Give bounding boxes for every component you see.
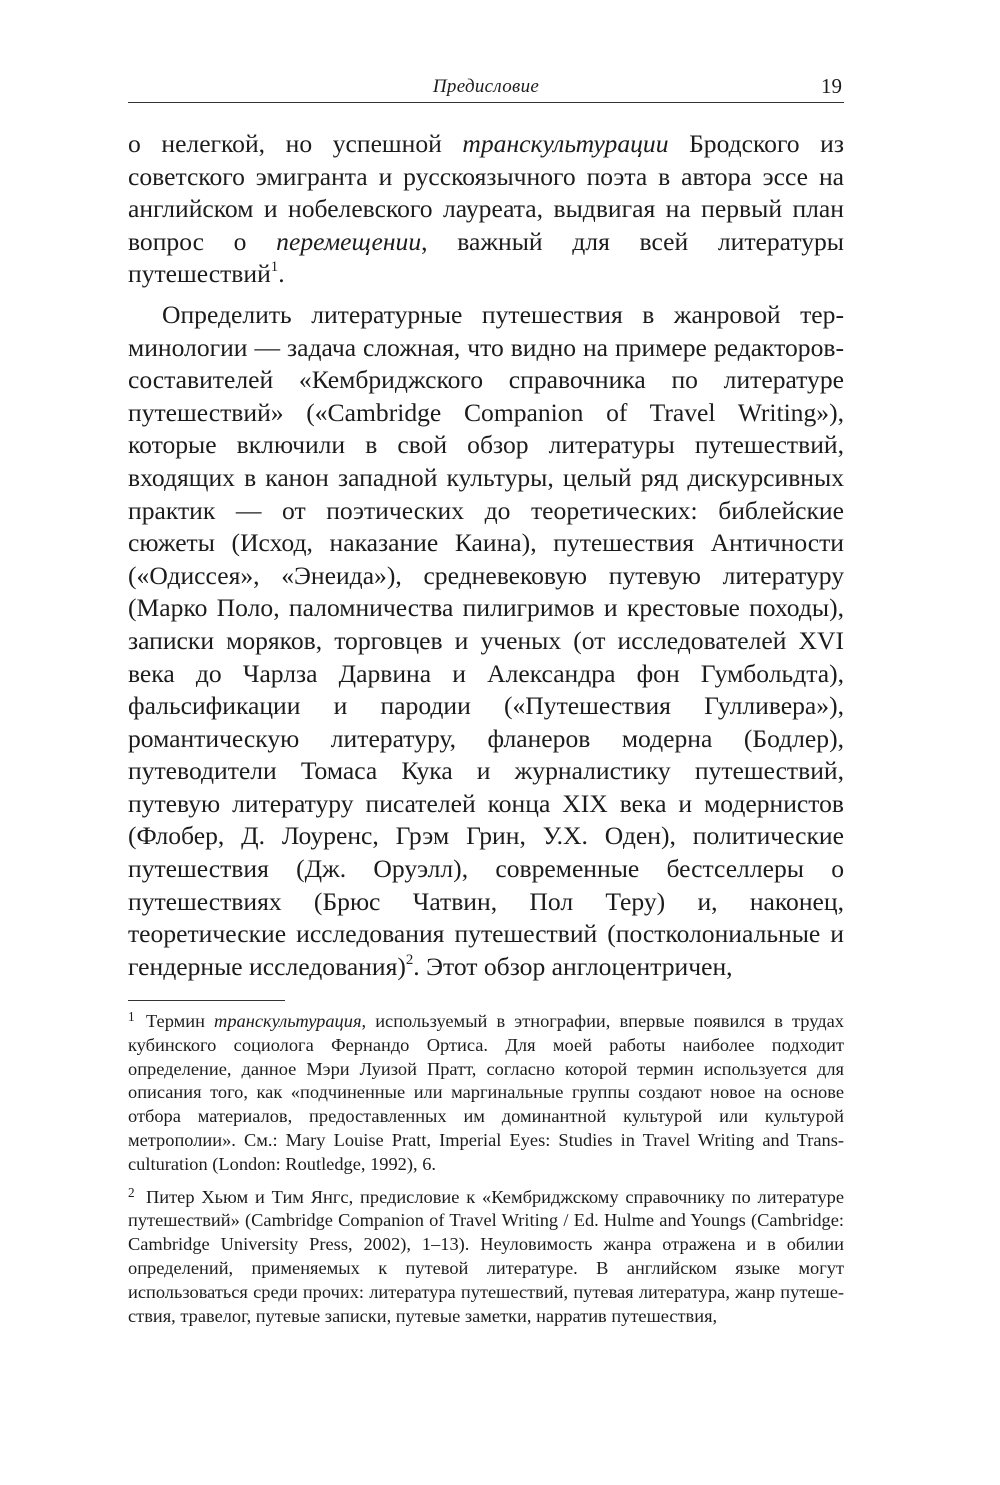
- paragraph-1-emphasis-1: транскультурации: [462, 129, 669, 158]
- paragraph-2: [128, 299, 844, 983]
- footnotes: [128, 1010, 844, 1337]
- footnote-1-text-1: Термин: [146, 1011, 215, 1031]
- paragraph-1-text-3: , важный для всей литературы путешествий: [128, 226, 844, 289]
- footnote-1: 1 Термин транскультурация, используемый в этнографии, впервые появился в трудах кубинского социолога Фернандо Ортиса. Для моей работы наиболее подходит определение, данное Мэри Луизой Пратт, согласно которой термин используется для описания того, как «подчиненные или маргинальные группы создают новое на основе отбора материалов, предоставленных им доминантной культурой или культурой метрополии». См.: Mary Louise Pratt, Imperial Eyes: Studies in Travel Writing and Transculturation (London: Routledge, 1992), 6.: [128, 1009, 844, 1174]
- footnote-divider: [128, 1000, 285, 1001]
- paragraph-2-text-2: . Этот обзор англоцентричен,: [413, 951, 733, 981]
- running-title: Предисловие: [432, 76, 540, 97]
- footnote-1-emphasis: транскультурация: [214, 1011, 362, 1031]
- paragraph-1-emphasis-2: перемещении: [276, 226, 422, 256]
- main-text: [128, 128, 844, 991]
- paragraph-1-text-4: .: [278, 259, 285, 289]
- running-header: [128, 74, 844, 103]
- page-number: 19: [821, 74, 842, 98]
- paragraph-1: [128, 128, 844, 291]
- paragraph-1-text-1: о нелегкой, но успешной: [128, 129, 463, 158]
- paragraph-2-text-1: Определить литературные путешествия в жанровой терминологии — задача сложная, что видно на примере редакторов-составителей «Кембриджского справочника по литературе путешествий» («Cambridge Companion of Travel Writing»), которые включили в свой обзор литературы путешествий, входящих в канон западной культуры, целый ряд дискурсивных практик — от поэтических до теоретических: библейские сюжеты (Исход, наказание Каина), путешествия Античности («Одиссея», «Энеида»), средневековую путевую литературу (Марко Поло, паломничества пилигримов и крестовые походы), записки моряков, торговцев и ученых (от исследователей XVI века до Чарлза Дарвина и Александра фон Гумбольдта), фальсификации и пародии («Путешествия Гулливера»), романтическую литературу, фланеров модерна (Бодлер), путеводители Томаса Кука и журналистику путешествий, путевую литературу писателей конца XIX века и модернистов (Флобер, Д. Лоуренс, Грэм Грин, У.Х. Оден), политические путешествия (Дж. Оруэлл), современные бестселлеры о путешествиях (Брюс Чатвин, Пол Теру) и, наконец, теоретические исследования путешествий (постколониальные и гендерные исследования): [128, 299, 844, 981]
- footnote-2-text: Питер Хьюм и Тим Янгс, предисловие к «Кембриджскому справочнику по литературе путешествий» (Cambridge Companion of Travel Writing / Ed. Hulme and Youngs (Cambridge: Cambridge University Press, 2002), 1–13). Неуловимость жанра отражена и в обилии определений, применяемых к путевой литературе. В английском языке могут использоваться среди прочих: литература путешествий, путевая литература, жанр путешествия, травелог, путевые записки, путевые заметки, нарратив путешествия,: [128, 1186, 844, 1326]
- footnote-2: 2 Питер Хьюм и Тим Янгс, предисловие к «Кембриджскому справочнику по литературе путешествий» (Cambridge Companion of Travel Writing / Ed. Hulme and Youngs (Cambridge: Cambridge University Press, 2002), 1–13). Неуловимость жанра отражена и в обилии определений, применяемых к путевой литературе. В английском языке могут использоваться среди прочих: литература путешествий, путевая литература, жанр путешествия, травелог, путевые записки, путевые заметки, нарратив путешествия,: [128, 1184, 844, 1326]
- footnote-ref-2[interactable]: 2: [405, 951, 414, 968]
- footnote-1-text-2: , используемый в этнографии, впервые появился в трудах кубинского социолога Фернандо Ортиса. Для моей работы наиболее подходит определение, данное Мэри Луизой Пратт, согласно которой термин используется для описания того, как «подчиненные или маргинальные группы создают новое на основе отбора материалов, предоставленных им доминантной культурой или культурой метрополии». См.: Mary Louise Pratt, Imperial Eyes: Studies in Travel Writing and Transculturation (London: Routledge, 1992), 6.: [128, 1011, 844, 1174]
- footnote-ref-1[interactable]: 1: [270, 259, 279, 276]
- paragraph-1-text-2: Бродского из советского эмигранта и русскоязычного поэта в автора эссе на английском и нобелевского лауреата, выдвигая на первый план вопрос о: [128, 129, 844, 256]
